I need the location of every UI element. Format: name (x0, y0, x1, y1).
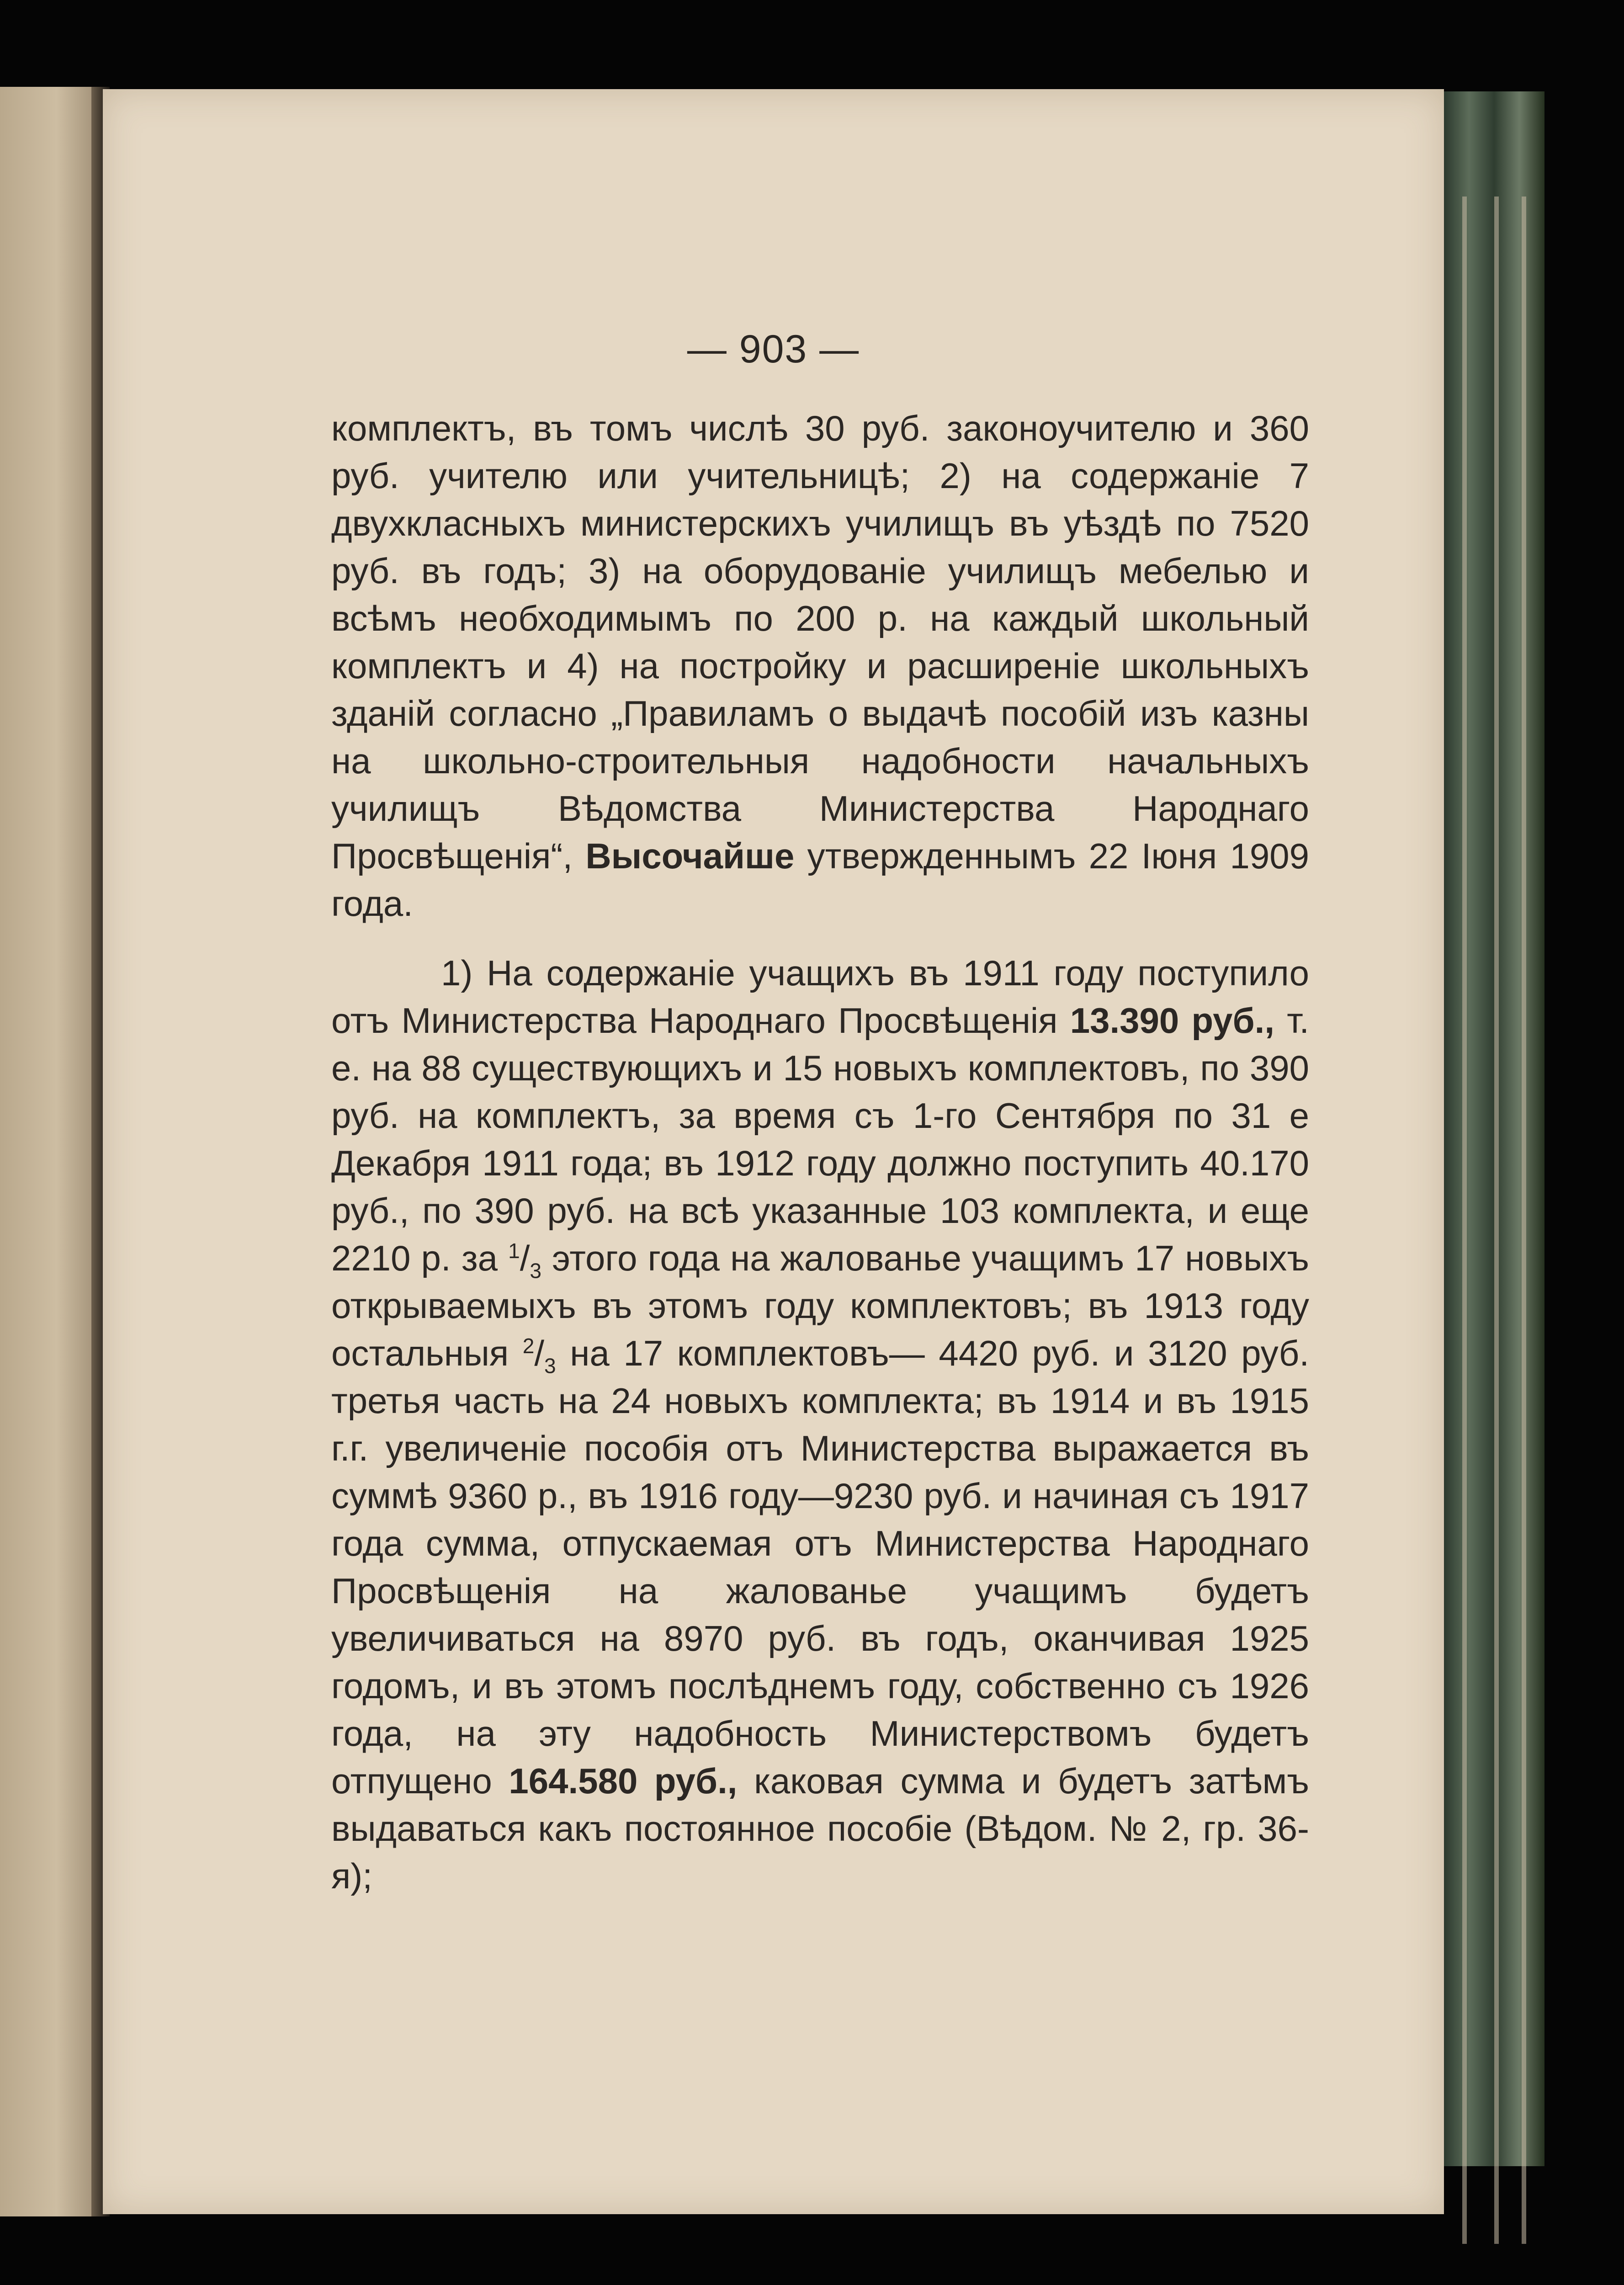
left-page-edge (0, 87, 103, 2216)
page-text (331, 404, 1309, 1900)
fraction-one-third: $^1/_3$ (508, 1238, 541, 1283)
page-edge-line (1522, 197, 1526, 2244)
paragraph-2-text-5: каковая сумма и будетъ затѣмъ выдаваться какъ постоянное пособіе (Вѣдом. № 2, гр. 36-я); (331, 1761, 1310, 1896)
paragraph-2-bold-1: 13.390 руб., (1070, 1000, 1275, 1041)
fraction-numerator: 1 (508, 1239, 520, 1263)
paragraph-2-text-3: этого года на жалованье учащимъ 17 новыхъ открываемыхъ въ этомъ году комплектовъ; въ 1913 году остальныя (331, 1238, 1310, 1373)
fraction-denominator: 3 (544, 1354, 556, 1378)
fraction-denominator: 3 (530, 1259, 541, 1283)
paragraph-1 (331, 404, 1309, 927)
fraction-two-thirds: $^2/_3$ (522, 1333, 556, 1378)
page-edge-line (1462, 197, 1467, 2244)
paragraph-2-text-1: 1) На содержаніе учащихъ въ 1911 году поступило отъ Министерства Народнаго Просвѣщенія (331, 953, 1309, 1041)
page-edge-line (1494, 197, 1499, 2244)
paragraph-2-bold-2: 164.580 руб., (509, 1761, 738, 1801)
paragraph-2-text-4: на 17 комплектовъ— 4420 руб. и 3120 руб. третья часть на 24 новыхъ комплекта; въ 1914 и въ 1915 г.г. увеличеніе пособія отъ Министерства выражается въ суммѣ 9360 р., въ 1916 году—9230 руб. и начиная съ 1917 года сумма, отпускаемая отъ Министерства Народнаго Просвѣщенія на жалованье учащимъ будетъ увеличиваться на 8970 руб. въ годъ, оканчивая 1925 годомъ, и въ этомъ послѣднемъ году, собственно съ 1926 года, на эту надобность Министерствомъ будетъ отпущено (331, 1333, 1309, 1801)
paragraph-1-bold-1: Высочайше (585, 836, 795, 876)
page-number: — 903 — (687, 327, 860, 371)
paragraph-1-text-1: комплектъ, въ томъ числѣ 30 руб. законоучителю и 360 руб. учителю или учительницѣ; 2) на содержаніе 7 двухкласныхъ министерскихъ училищъ въ уѣздѣ по 7520 руб. въ годъ; 3) на оборудованіе училищъ мебелью и всѣмъ необходимымъ по 200 р. на каждый школьный комплектъ и 4) на постройку и расширеніе школьныхъ зданій согласно „Правиламъ о выдачѣ пособій изъ казны на школьно-строительныя надобности начальныхъ училищъ Вѣдомства Министерства Народнаго Просвѣщенія“, (331, 408, 1309, 876)
paragraph-1-text-2: утвержденнымъ 22 Іюня 1909 года. (331, 836, 1310, 924)
paragraph-2-text-2: т. е. на 88 существующихъ и 15 новыхъ комплектовъ, по 390 руб. на комплектъ, за время съ 1-го Сентября по 31 е Декабря 1911 года; въ 1912 году должно поступить 40.170 руб., по 390 руб. на всѣ указанные 103 комплекта, и еще 2210 р. за (331, 1000, 1310, 1278)
book-page (103, 89, 1444, 2214)
page-edge-stack (1444, 91, 1544, 2166)
paragraph-2 (331, 949, 1309, 1900)
fraction-numerator: 2 (522, 1334, 535, 1358)
